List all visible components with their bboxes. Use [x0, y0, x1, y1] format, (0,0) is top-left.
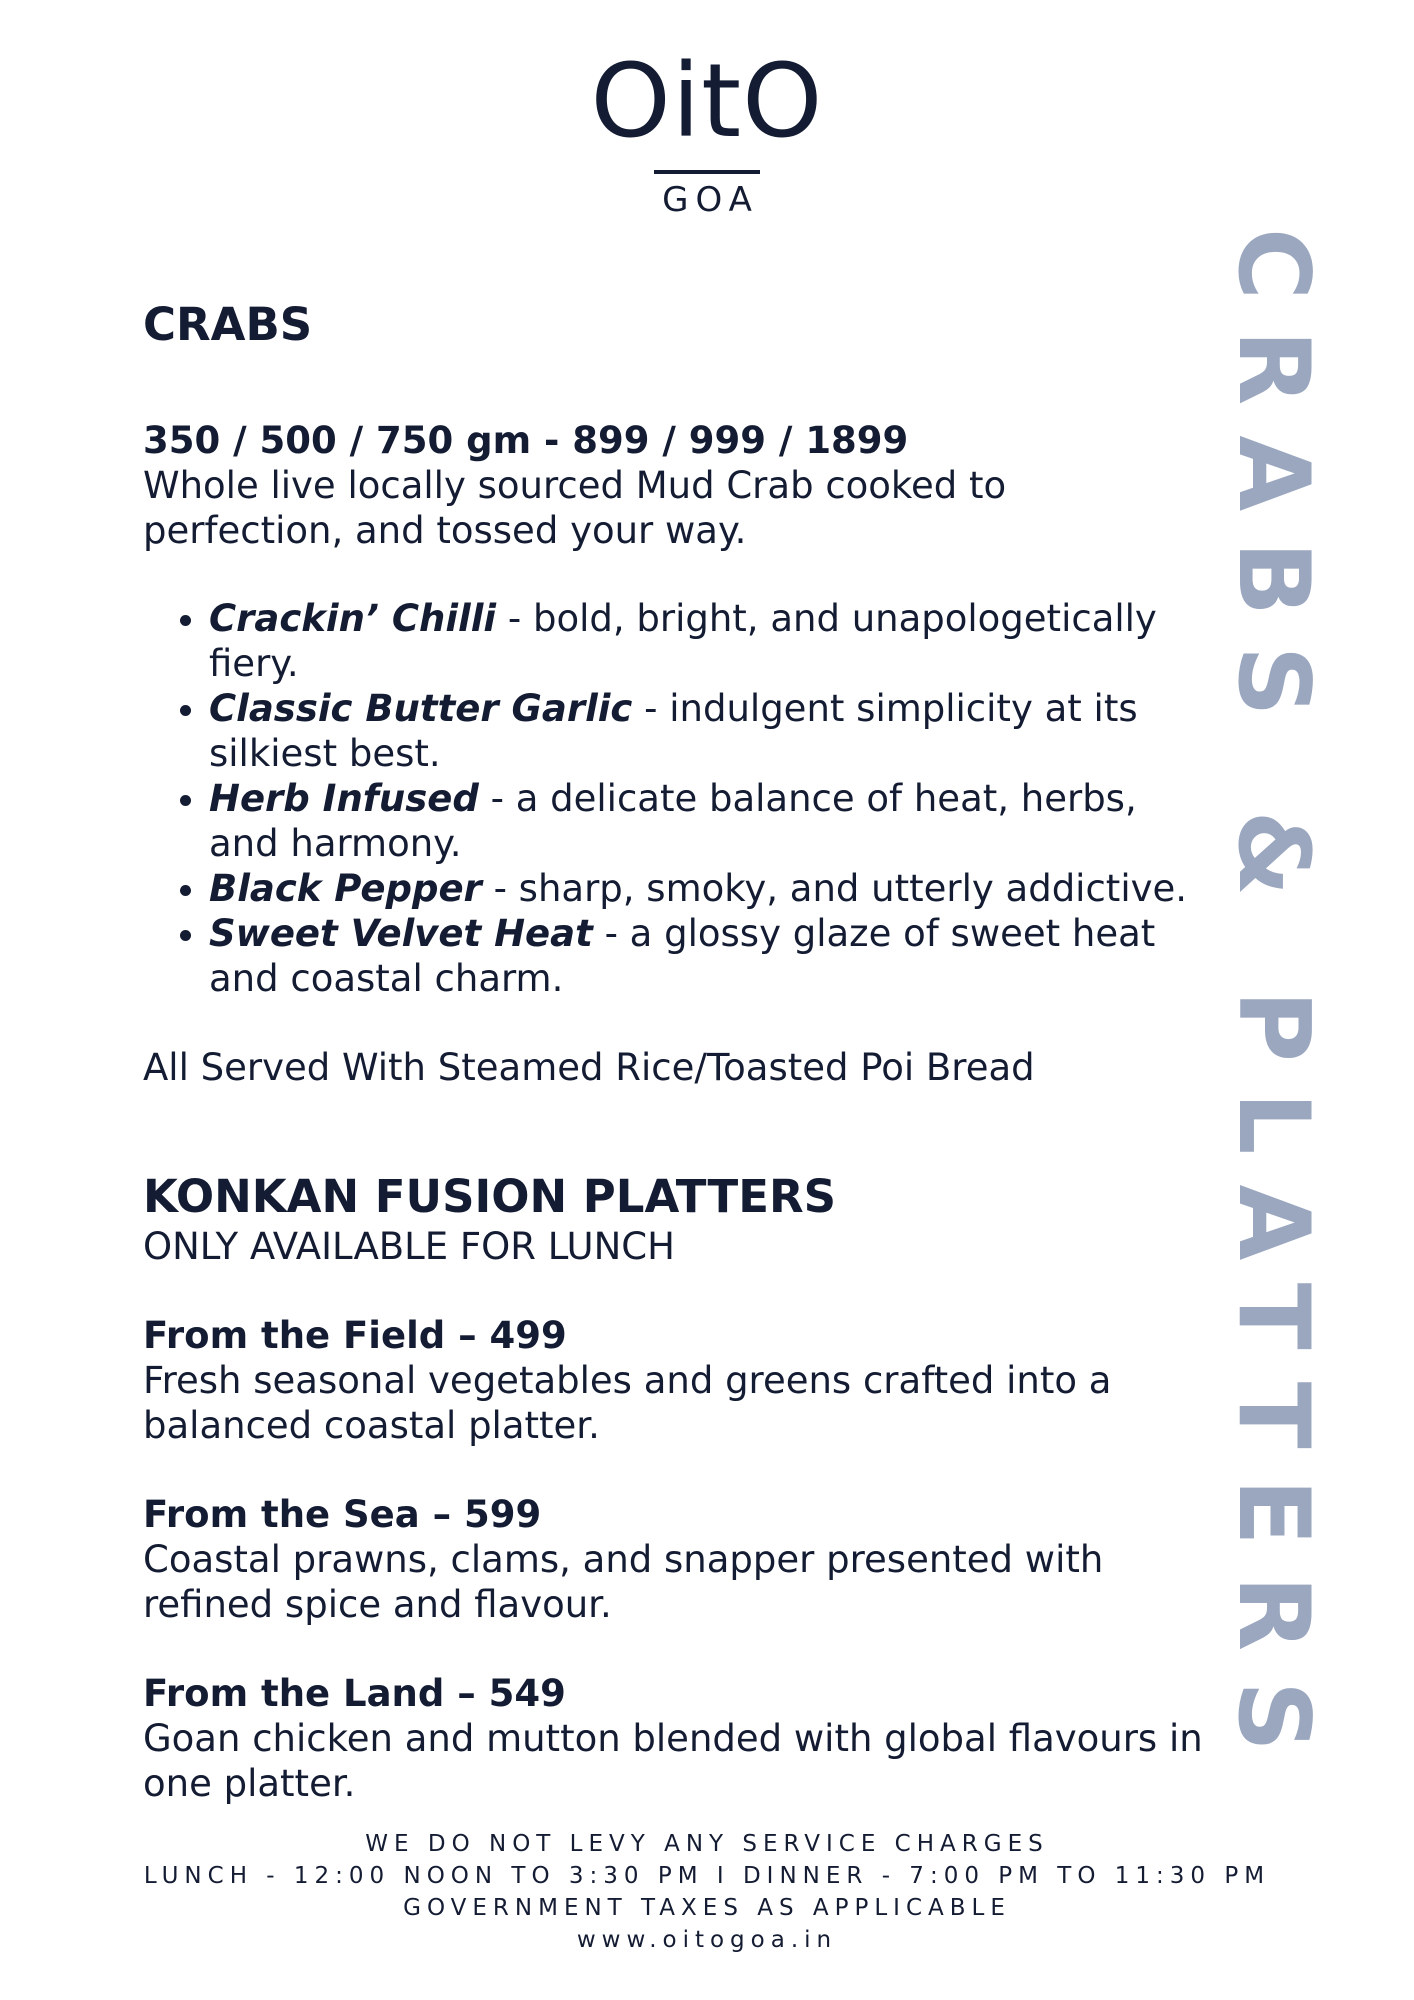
crabs-price-line: 350 / 500 / 750 gm - 899 / 999 / 1899 — [143, 419, 909, 462]
logo-location: GOA — [662, 180, 759, 220]
crab-style-name: Black Pepper — [209, 867, 482, 910]
footer-service-charges: WE DO NOT LEVY ANY SERVICE CHARGES — [365, 1831, 1049, 1857]
crab-style-text: - a glossy glaze of sweet heat and coastal charm. — [209, 912, 1156, 1000]
menu-content — [143, 298, 1213, 1806]
crab-style-name: Sweet Velvet Heat — [209, 912, 593, 955]
platter-description: Coastal prawns, clams, and snapper presented with refined spice and flavour. — [143, 1538, 1104, 1626]
crabs-description: Whole live locally sourced Mud Crab cooked to perfection, and tossed your way. — [143, 464, 1007, 552]
crab-style-name: Classic Butter Garlic — [209, 687, 633, 730]
logo-divider — [654, 170, 760, 174]
crab-style-text: - sharp, smoky, and utterly addictive. — [481, 867, 1188, 910]
platter-title: From the Field – 499 — [143, 1314, 567, 1357]
platter-title: From the Land – 549 — [143, 1672, 566, 1715]
platter-description: Fresh seasonal vegetables and greens crafted into a balanced coastal platter. — [143, 1359, 1112, 1447]
crabs-served-with: All Served With Steamed Rice/Toasted Poi Bread — [143, 1046, 1035, 1089]
platters-subheading: ONLY AVAILABLE FOR LUNCH — [143, 1225, 675, 1268]
footer-taxes: GOVERNMENT TAXES AS APPLICABLE — [403, 1895, 1011, 1921]
crab-style-text: - bold, bright, and unapologetically fiery. — [209, 597, 1157, 685]
crab-style-name: Herb Infused — [209, 777, 479, 820]
list-item — [209, 911, 1213, 1001]
footer-hours: LUNCH - 12:00 NOON TO 3:30 PM I DINNER - 7:00 PM TO 11:30 PM — [143, 1863, 1271, 1889]
platter-description: Goan chicken and mutton blended with global flavours in one platter. — [143, 1717, 1203, 1805]
list-item — [209, 596, 1213, 686]
restaurant-logo — [0, 42, 1414, 220]
logo-wordmark: OitO — [590, 42, 824, 161]
footer-website: www.oitogoa.in — [576, 1927, 838, 1953]
platters-section — [143, 1170, 1213, 1806]
crabs-section — [143, 298, 1213, 1090]
crab-style-text: - indulgent simplicity at its silkiest best. — [209, 687, 1138, 775]
platters-heading: KONKAN FUSION PLATTERS — [143, 1170, 837, 1223]
crab-style-list — [143, 596, 1213, 1001]
list-item — [209, 866, 1213, 911]
side-title-text: CRABS & PLATTERS — [1216, 228, 1330, 1782]
side-title — [1216, 228, 1330, 1788]
platter-title: From the Sea – 599 — [143, 1493, 542, 1536]
list-item — [209, 686, 1213, 776]
crabs-heading: CRABS — [143, 298, 313, 351]
list-item — [209, 776, 1213, 866]
menu-footer — [0, 1828, 1414, 1956]
crab-style-text: - a delicate balance of heat, herbs, and harmony. — [209, 777, 1137, 865]
crab-style-name: Crackin’ Chilli — [209, 597, 497, 640]
